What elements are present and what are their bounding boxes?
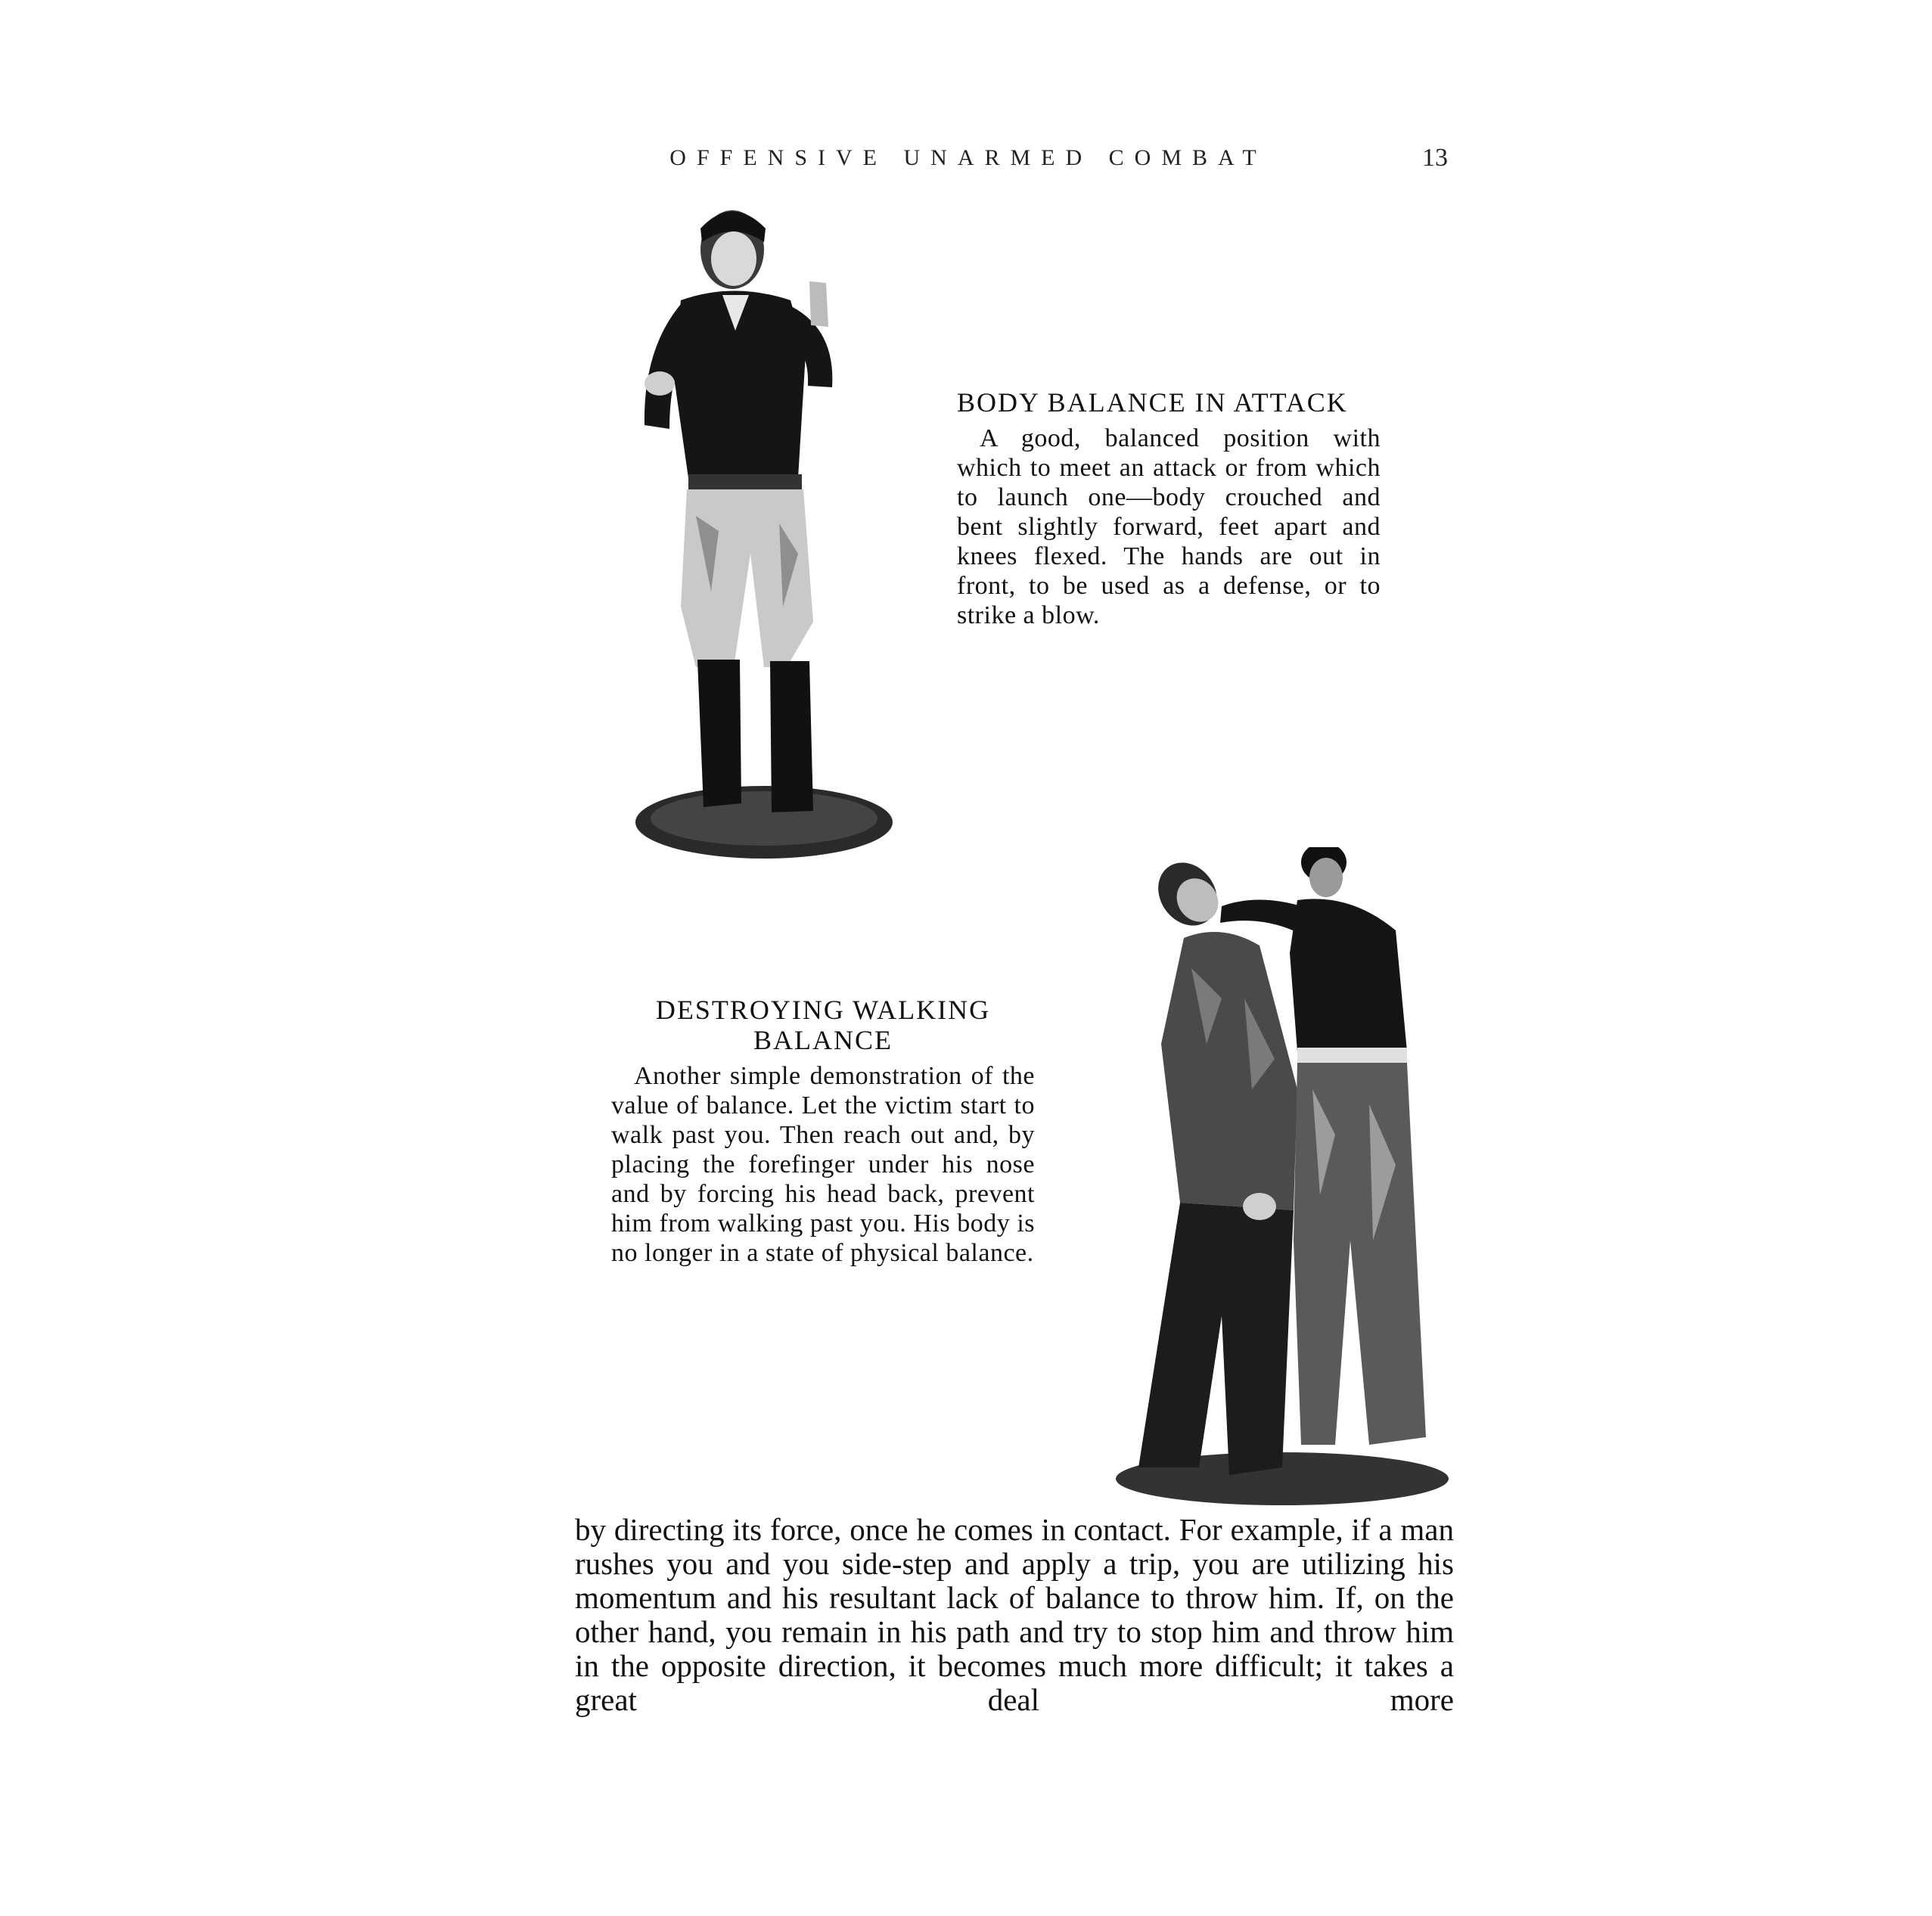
figure-1-text: A good, balanced position with which to meet an attack or from which to launch one—body crouched and bent slightly forward, feet apart and knees flexed. The hands are out in front, to be used as a defense, or to strike a blow. (957, 424, 1381, 629)
figure-1-title: BODY BALANCE IN ATTACK (957, 387, 1348, 418)
two-men-demonstration-icon (1108, 847, 1456, 1505)
body-paragraph: by directing its force, once he comes in contact. For example, if a man rushes you and you side-step and apply a trip, you are utilizing his momentum and his resultant lack of balance to throw him. If, on the other hand, you remain in his path and try to stop him and throw him in the opposite direction, it becomes much more difficult; it takes a great deal more (575, 1512, 1454, 1717)
running-head: OFFENSIVE UNARMED COMBAT (669, 145, 1267, 170)
page-number: 13 (1422, 144, 1448, 172)
figure-2-title: DESTROYING WALKING BALANCE (655, 995, 991, 1055)
walking-balance-photo (1108, 847, 1456, 1505)
figure-2-text: Another simple demonstration of the value of balance. Let the victim start to walk past you. Then reach out and, by placing the forefinger under his nose and by forcing his head back, prevent him from walking past you. His body is no longer in a state of physical balance. (611, 1062, 1035, 1267)
figure-2-caption (611, 995, 1035, 1268)
fighting-stance-photo (628, 198, 900, 864)
man-in-fighting-stance-icon (628, 198, 900, 864)
figure-1-caption (957, 387, 1381, 630)
